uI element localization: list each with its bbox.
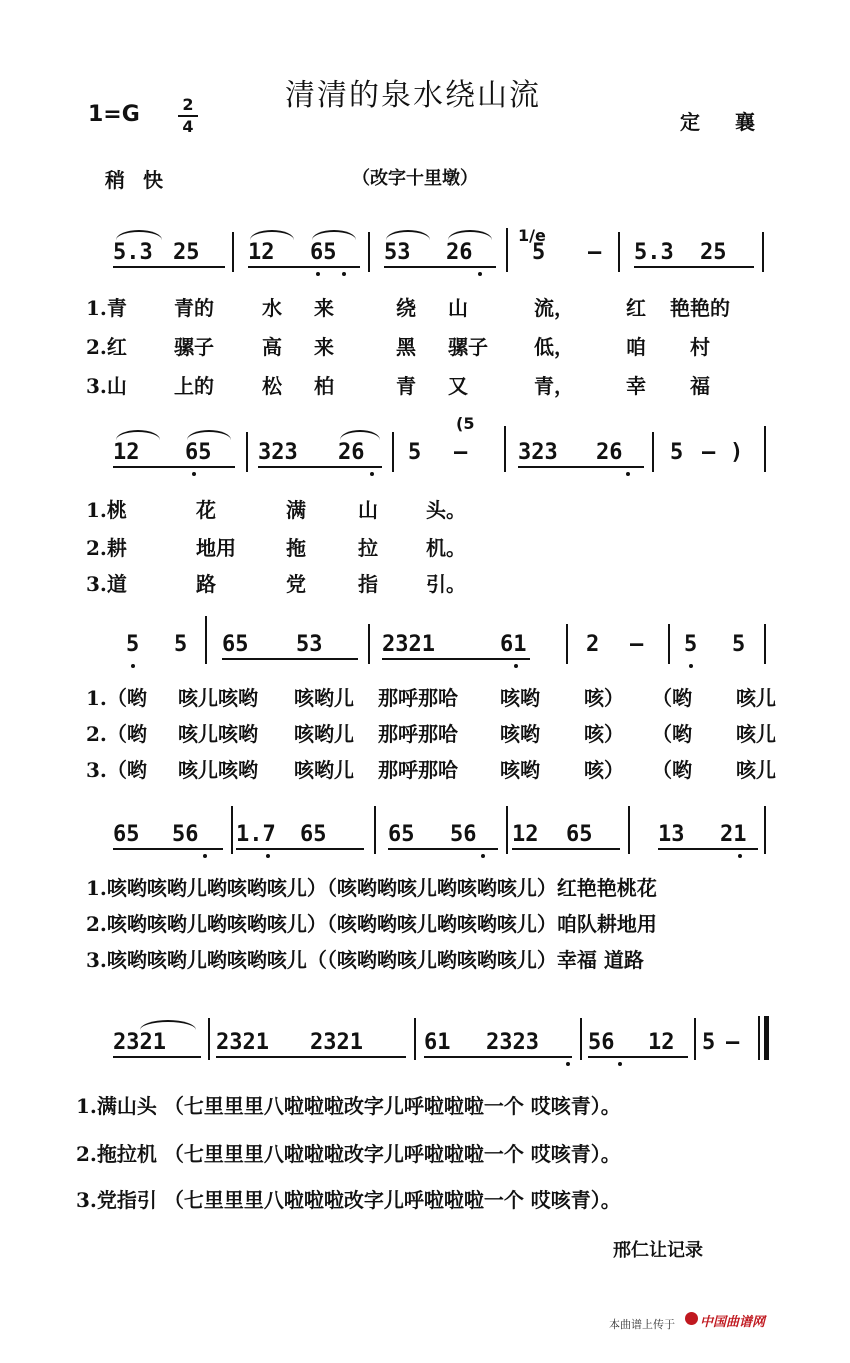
note-group: 1.7 bbox=[236, 822, 276, 847]
note-group: 26 bbox=[338, 440, 365, 465]
lyric-syllable: 指 bbox=[358, 572, 378, 596]
slur bbox=[116, 430, 160, 440]
note-group: 323 bbox=[518, 440, 558, 465]
bar-line bbox=[205, 616, 207, 664]
bar-line bbox=[628, 806, 630, 854]
bar-line bbox=[506, 806, 508, 854]
bar-line bbox=[504, 426, 506, 472]
lyric-syllable: 青的 bbox=[174, 296, 214, 320]
lyric-syllable: 机。 bbox=[426, 536, 466, 560]
note-group: — bbox=[726, 1030, 740, 1055]
beam-underline bbox=[236, 848, 364, 850]
lyric-syllable: 路 bbox=[196, 572, 216, 596]
bar-line bbox=[762, 232, 764, 272]
note-group: 56 bbox=[588, 1030, 615, 1055]
lyric-syllable: 地用 bbox=[196, 536, 236, 560]
lyric-syllable: 1.（哟 bbox=[86, 686, 147, 710]
beam-underline bbox=[113, 266, 225, 268]
bar-line bbox=[392, 432, 394, 472]
note-group: 5 bbox=[702, 1030, 716, 1055]
lyric-syllable: 骡子 bbox=[174, 335, 214, 359]
recorder-credit: 邢仁让记录 bbox=[613, 1240, 703, 1261]
tempo-marking: 稍快 bbox=[105, 168, 181, 192]
bar-line bbox=[764, 426, 766, 472]
lyric-syllable: 党 bbox=[286, 572, 306, 596]
lyric-syllable: 拉 bbox=[358, 536, 378, 560]
beam-underline bbox=[113, 466, 235, 468]
note-group: 5 bbox=[732, 632, 746, 657]
lyric-syllable: 青 bbox=[396, 374, 416, 398]
site-name-link[interactable]: 中国曲谱网 bbox=[700, 1315, 766, 1330]
beam-underline bbox=[113, 848, 223, 850]
bar-line bbox=[764, 806, 766, 854]
lyric-syllable: 拖 bbox=[286, 536, 306, 560]
final-bar-line-thin bbox=[758, 1016, 760, 1060]
note-group: 5 bbox=[126, 632, 140, 657]
bar-line bbox=[374, 806, 376, 854]
beam-underline bbox=[388, 848, 498, 850]
note-group: 61 bbox=[424, 1030, 451, 1055]
note-group: 13 bbox=[658, 822, 685, 847]
note-group: 5 bbox=[408, 440, 422, 465]
lyric-syllable: 咳儿咳哟 bbox=[178, 686, 258, 710]
lyric-syllable: 花 bbox=[196, 498, 216, 522]
octave-dot bbox=[131, 664, 135, 668]
note-group: 5 bbox=[532, 240, 546, 265]
lyric-verse-1: 1.咳哟咳哟儿哟咳哟咳儿）（咳哟哟咳儿哟咳哟咳儿）红艳艳桃花 bbox=[86, 876, 657, 900]
beam-underline bbox=[216, 1056, 406, 1058]
lyric-syllable: 艳艳的 bbox=[670, 296, 730, 320]
lyric-syllable: 3.道 bbox=[86, 572, 127, 596]
lyric-syllable: 咳） bbox=[584, 722, 624, 746]
note-group: 2321 bbox=[382, 632, 435, 657]
lyric-syllable: 1.青 bbox=[86, 296, 127, 320]
lyric-syllable: 咳儿 bbox=[736, 686, 776, 710]
subtitle: （改字十里墩） bbox=[352, 168, 478, 189]
note-group: 2323 bbox=[486, 1030, 539, 1055]
lyric-syllable: 那呼那哈 bbox=[378, 722, 458, 746]
lyric-syllable: 高 bbox=[262, 335, 282, 359]
note-group: 5.3 bbox=[634, 240, 674, 265]
octave-dot bbox=[689, 664, 693, 668]
lyric-syllable: 福 bbox=[690, 374, 710, 398]
lyric-syllable: 青， bbox=[534, 374, 574, 398]
beam-underline bbox=[634, 266, 754, 268]
lyric-syllable: 咳哟 bbox=[500, 722, 540, 746]
bar-line bbox=[414, 1018, 416, 1060]
note-group: 5 bbox=[174, 632, 188, 657]
lyric-syllable: 山 bbox=[448, 296, 468, 320]
lyric-syllable: 那呼那哈 bbox=[378, 686, 458, 710]
note-group: 5 bbox=[684, 632, 698, 657]
note-group: 65 bbox=[185, 440, 212, 465]
lyric-syllable: 引。 bbox=[426, 572, 466, 596]
lyric-syllable: 低， bbox=[534, 335, 574, 359]
lyric-syllable: 咳哟 bbox=[500, 758, 540, 782]
bar-line bbox=[232, 232, 234, 272]
octave-dot bbox=[203, 854, 207, 858]
note-group: 2321 bbox=[310, 1030, 363, 1055]
lyric-syllable: 咳儿咳哟 bbox=[178, 722, 258, 746]
note-group: 56 bbox=[172, 822, 199, 847]
slur bbox=[312, 230, 356, 240]
lyric-syllable: 咳哟儿 bbox=[294, 722, 354, 746]
bar-line bbox=[208, 1018, 210, 1060]
note-group: 65 bbox=[388, 822, 415, 847]
note-group: 61 bbox=[500, 632, 527, 657]
note-group: 12 bbox=[113, 440, 140, 465]
note-group: 2 bbox=[586, 632, 600, 657]
lyric-syllable: 柏 bbox=[314, 374, 334, 398]
octave-dot bbox=[481, 854, 485, 858]
lyric-syllable: 咳哟儿 bbox=[294, 686, 354, 710]
lyric-syllable: 咳） bbox=[584, 686, 624, 710]
lyric-syllable: 咳哟儿 bbox=[294, 758, 354, 782]
lyric-syllable: 又 bbox=[448, 374, 468, 398]
lyric-syllable: 咳哟 bbox=[500, 686, 540, 710]
note-group: 5 bbox=[670, 440, 684, 465]
bar-line bbox=[652, 432, 654, 472]
final-bar-line-thick bbox=[764, 1016, 769, 1060]
beam-underline bbox=[222, 658, 358, 660]
lyric-syllable: 流， bbox=[534, 296, 574, 320]
octave-dot bbox=[342, 272, 346, 276]
bar-line bbox=[668, 624, 670, 664]
lyric-syllable: 红 bbox=[626, 296, 646, 320]
time-signature-top: 2 bbox=[182, 95, 194, 114]
note-group: — bbox=[702, 440, 716, 465]
note-group: 65 bbox=[566, 822, 593, 847]
note-group: 65 bbox=[113, 822, 140, 847]
lyric-syllable: （哟 bbox=[652, 686, 692, 710]
lyric-syllable: 咳儿 bbox=[736, 722, 776, 746]
octave-dot bbox=[514, 664, 518, 668]
note-group: 53 bbox=[296, 632, 323, 657]
note-group: 56 bbox=[450, 822, 477, 847]
note-group: 65 bbox=[300, 822, 327, 847]
beam-underline bbox=[384, 266, 496, 268]
lyric-syllable: 2.（哟 bbox=[86, 722, 147, 746]
composer: 定 襄 bbox=[680, 110, 769, 134]
beam-underline bbox=[588, 1056, 688, 1058]
slur bbox=[340, 430, 380, 440]
beam-underline bbox=[382, 658, 530, 660]
lyric-syllable: 满 bbox=[286, 498, 306, 522]
slur bbox=[386, 230, 430, 240]
slur bbox=[250, 230, 294, 240]
bar-line bbox=[368, 624, 370, 664]
note-group: — bbox=[454, 440, 468, 465]
octave-dot bbox=[626, 472, 630, 476]
lyric-syllable: 3.（哟 bbox=[86, 758, 147, 782]
note-group: 26 bbox=[446, 240, 473, 265]
lyric-syllable: 来 bbox=[314, 335, 334, 359]
beam-underline bbox=[658, 848, 758, 850]
note-group: 25 bbox=[173, 240, 200, 265]
lyric-verse-3: 3.党指引 （七里里里八啦啦啦改字儿呼啦啦啦一个 哎咳青）。 bbox=[76, 1188, 621, 1212]
lyric-syllable: 村 bbox=[690, 335, 710, 359]
lyric-syllable: 那呼那哈 bbox=[378, 758, 458, 782]
lyric-syllable: 水 bbox=[262, 296, 282, 320]
note-group: 26 bbox=[596, 440, 623, 465]
upload-note: 本曲谱上传于 bbox=[609, 1318, 675, 1331]
bar-line bbox=[618, 232, 620, 272]
octave-dot bbox=[316, 272, 320, 276]
octave-dot bbox=[370, 472, 374, 476]
bar-line bbox=[506, 228, 508, 272]
slur bbox=[140, 1020, 196, 1030]
slur bbox=[448, 230, 492, 240]
beam-underline bbox=[518, 466, 644, 468]
lyric-syllable: 黑 bbox=[396, 335, 416, 359]
note-group: ) bbox=[730, 440, 744, 465]
lyric-syllable: 骡子 bbox=[448, 335, 488, 359]
lyric-syllable: 绕 bbox=[396, 296, 416, 320]
lyric-verse-2: 2.拖拉机 （七里里里八啦啦啦改字儿呼啦啦啦一个 哎咳青）。 bbox=[76, 1142, 621, 1166]
grace-note-mark: 1/e bbox=[518, 226, 546, 245]
lyric-syllable: 咳儿咳哟 bbox=[178, 758, 258, 782]
beam-underline bbox=[248, 266, 360, 268]
note-group: 12 bbox=[648, 1030, 675, 1055]
octave-dot bbox=[192, 472, 196, 476]
bar-line bbox=[566, 624, 568, 664]
bar-line bbox=[764, 624, 766, 664]
beam-underline bbox=[424, 1056, 572, 1058]
lyric-verse-2: 2.咳哟咳哟儿哟咳哟咳儿）（咳哟哟咳儿哟咳哟咳儿）咱队耕地用 bbox=[86, 912, 657, 936]
time-signature bbox=[178, 96, 198, 136]
beam-underline bbox=[113, 1056, 201, 1058]
note-group: 12 bbox=[248, 240, 275, 265]
lyric-syllable: 2.红 bbox=[86, 335, 127, 359]
note-group: 25 bbox=[700, 240, 727, 265]
bar-line bbox=[694, 1018, 696, 1060]
lyric-syllable: 山 bbox=[358, 498, 378, 522]
lyric-syllable: 3.山 bbox=[86, 374, 127, 398]
bar-line bbox=[368, 232, 370, 272]
note-group: 65 bbox=[222, 632, 249, 657]
time-signature-bottom: 4 bbox=[182, 117, 194, 136]
octave-dot bbox=[266, 854, 270, 858]
site-logo-icon bbox=[685, 1312, 698, 1325]
beam-underline bbox=[512, 848, 620, 850]
lyric-syllable: 松 bbox=[262, 374, 282, 398]
lyric-syllable: 来 bbox=[314, 296, 334, 320]
note-group: — bbox=[588, 240, 602, 265]
lyric-syllable: （哟 bbox=[652, 758, 692, 782]
octave-dot bbox=[738, 854, 742, 858]
note-group: 65 bbox=[310, 240, 337, 265]
note-group: — bbox=[630, 632, 644, 657]
slur bbox=[187, 430, 231, 440]
beam-underline bbox=[258, 466, 382, 468]
note-group: 2321 bbox=[113, 1030, 166, 1055]
lyric-syllable: 咳） bbox=[584, 758, 624, 782]
lyric-syllable: 幸 bbox=[626, 374, 646, 398]
note-group: 12 bbox=[512, 822, 539, 847]
lyric-syllable: 咱 bbox=[626, 335, 646, 359]
note-group: 21 bbox=[720, 822, 747, 847]
bar-line bbox=[580, 1018, 582, 1060]
lyric-syllable: 1.桃 bbox=[86, 498, 127, 522]
lyric-verse-3: 3.咳哟咳哟儿哟咳哟咳儿（（咳哟哟咳儿哟咳哟咳儿）幸福 道路 bbox=[86, 948, 644, 972]
bar-line bbox=[246, 432, 248, 472]
lyric-syllable: 头。 bbox=[426, 498, 466, 522]
note-group: 53 bbox=[384, 240, 411, 265]
lyric-syllable: 2.耕 bbox=[86, 536, 127, 560]
octave-dot bbox=[618, 1062, 622, 1066]
lyric-syllable: 咳儿 bbox=[736, 758, 776, 782]
lyric-syllable: （哟 bbox=[652, 722, 692, 746]
note-group: 2321 bbox=[216, 1030, 269, 1055]
bar-line bbox=[231, 806, 233, 854]
key-signature: 1=G bbox=[88, 102, 140, 127]
note-group: 323 bbox=[258, 440, 298, 465]
note-group: 5.3 bbox=[113, 240, 153, 265]
slur bbox=[116, 230, 162, 240]
octave-dot bbox=[566, 1062, 570, 1066]
lyric-syllable: 上的 bbox=[174, 374, 214, 398]
lyric-verse-1: 1.满山头 （七里里里八啦啦啦改字儿呼啦啦啦一个 哎咳青）。 bbox=[76, 1094, 621, 1118]
octave-dot bbox=[478, 272, 482, 276]
song-title: 清清的泉水绕山流 bbox=[285, 78, 541, 113]
grace-note-mark: (5 bbox=[456, 414, 475, 433]
